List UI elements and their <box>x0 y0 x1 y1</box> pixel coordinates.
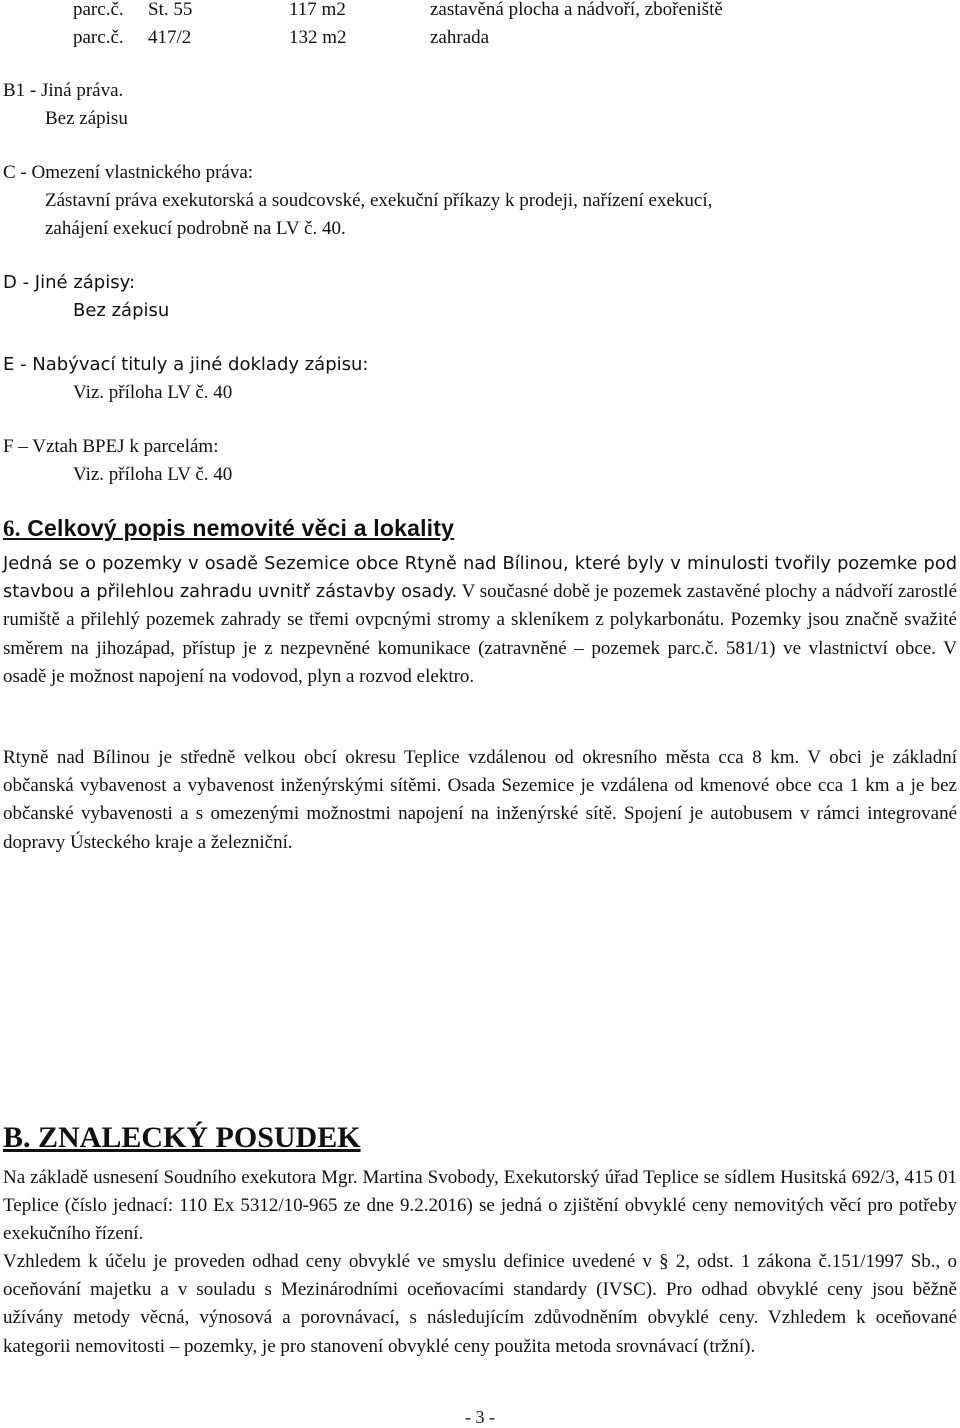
section-6-paragraph-2: Rtyně nad Bílinou je středně velkou obcí okresu Teplice vzdálenou od okresního města cca 8 km. V obci je základní občanská vybavenost a vybavenost inženýrskými sítěmi. Osada Sezemice je vzdálena od kmenové obce cca 1 km a je bez občanské vybavenosti a s omezenými možnostmi napojení na inženýrské sítě. Spojení je autobusem v rámci integrované dopravy Ústeckého kraje a železniční. <box>3 747 957 853</box>
parcel-area: 117 m2 <box>289 0 346 20</box>
parcel-type: zastavěná plocha a nádvoří, zbořeniště <box>430 0 723 20</box>
c-line1: Zástavní práva exekutorská a soudcovské, exekuční příkazy k prodeji, nařízení exekucí, <box>45 190 713 211</box>
section-6-p1-sans: Jedná se o pozemky v osadě Sezemice obce Rtyně nad Bílinou, které byly v minulosti tvořily pozemke pod stavbou a přilehlou zahradu uvnitř zástavby osady. <box>3 553 957 603</box>
section-6-heading <box>3 515 454 542</box>
e-heading: E - Nabývací tituly a jiné doklady zápisu: <box>3 354 369 375</box>
parcel-label: parc.č. <box>73 0 124 20</box>
parcel-area: 132 m2 <box>289 27 347 48</box>
parcel-row <box>73 0 953 22</box>
c-heading: C - Omezení vlastnického práva: <box>3 162 254 183</box>
page-number: - 3 - <box>465 1407 495 1427</box>
parcel-row <box>73 28 953 50</box>
section-6-paragraph-1 <box>3 550 957 691</box>
section-b-paragraph-1: Na základě usnesení Soudního exekutora Mgr. Martina Svobody, Exekutorský úřad Teplice se sídlem Husitská 692/3, 415 01 Teplice (číslo jednací: 110 Ex 5312/10-965 ze dne 9.2.2016) se jedná o zjištění obvyklé ceny nemovitých věcí pro potřeby exekučního řízení. <box>3 1167 957 1245</box>
section-b-paragraph-2: Vzhledem k účelu je proveden odhad ceny obvyklé ve smyslu definice uvedené v § 2, odst. 1 zákona č.151/1997 Sb., o oceňování majetku a v souladu s Mezinárodními oceňovacími standardy (IVSC). Pro odhad obvyklé ceny jsou běžně užívány metody věcná, výnosová a porovnávací, s následujícím zdůvodněním obvyklé ceny. Vzhledem k oceňované kategorii nemovitosti – pozemky, je pro stanovení obvyklé ceny použita metoda srovnávací (tržní). <box>3 1251 957 1357</box>
section-6-title: Celkový popis nemovité věci a lokality <box>27 515 455 541</box>
parcel-type: zahrada <box>430 27 490 48</box>
d-value: Bez zápisu <box>73 300 170 321</box>
section-b-heading: B. ZNALECKÝ POSUDEK <box>3 1121 361 1154</box>
e-value: Viz. příloha LV č. 40 <box>73 382 233 403</box>
parcel-label: parc.č. <box>73 27 124 48</box>
section-6-number: 6. <box>3 516 21 541</box>
c-line2: zahájení exekucí podrobně na LV č. 40. <box>45 218 346 239</box>
parcel-id: St. 55 <box>148 0 193 20</box>
parcel-id: 417/2 <box>148 27 192 48</box>
f-heading: F – Vztah BPEJ k parcelám: <box>3 436 219 457</box>
f-value: Viz. příloha LV č. 40 <box>73 464 233 485</box>
b1-value: Bez zápisu <box>45 108 128 129</box>
section-6-p1-serif: V současné době je pozemek zastavěné plochy a nádvoří zarostlé rumiště a přilehlý pozemek zahrady se třemi ovpcnými stromy a skleníkem z polykarbonátu. Pozemky jsou značně svažité směrem na jihozápad, přístup je z nezpevněné komunikace (zatravněné – pozemek parc.č. 581/1) ve vlastnictví obce. V osadě je možnost napojení na vodovod, plyn a rozvod elektro. <box>3 581 957 687</box>
b1-heading: B1 - Jiná práva. <box>3 80 124 101</box>
d-heading: D - Jiné zápisy: <box>3 272 136 293</box>
